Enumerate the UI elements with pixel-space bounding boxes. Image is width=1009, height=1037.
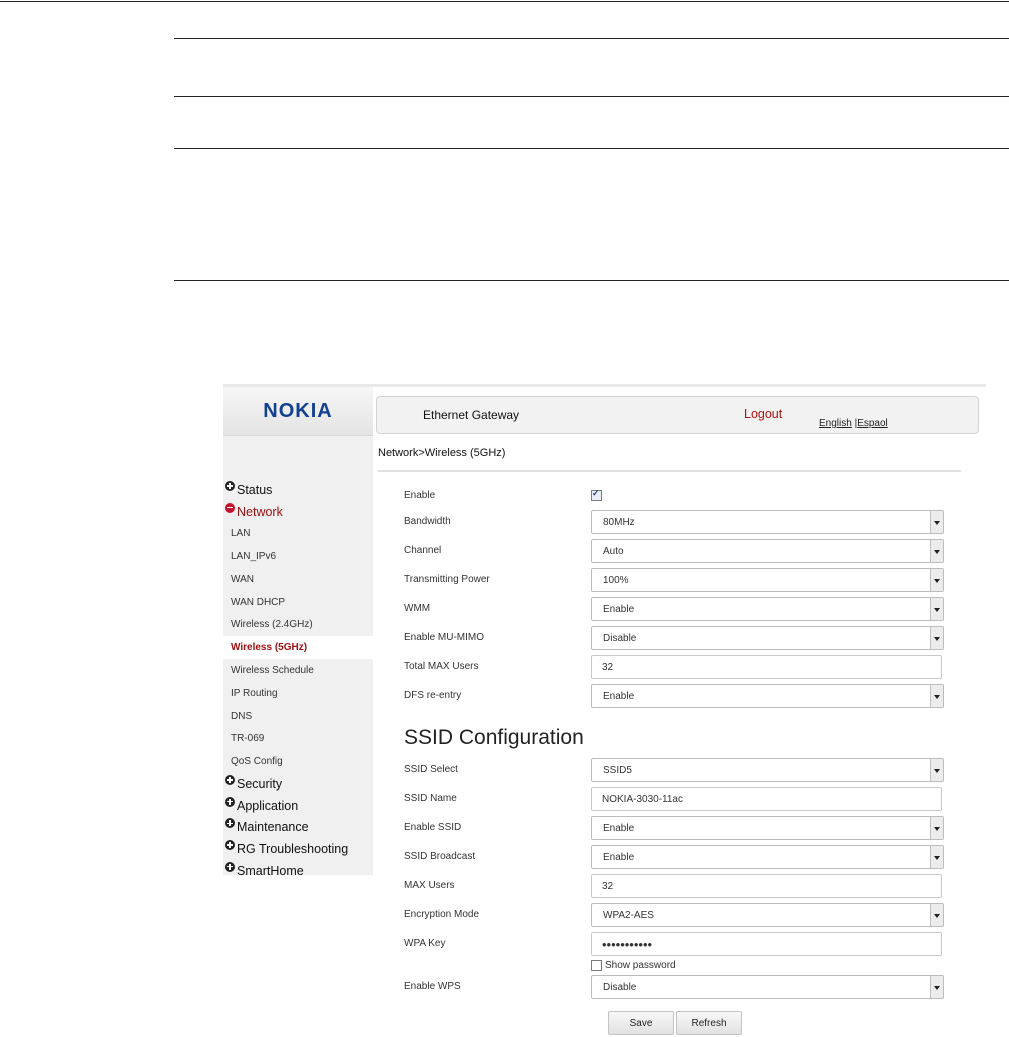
ssid-broadcast-label: SSID Broadcast (404, 851, 476, 862)
sidebar-item-label: Network (237, 504, 283, 519)
sidebar-subitem-dns[interactable]: DNS (231, 710, 253, 722)
encryption-label: Encryption Mode (404, 909, 480, 920)
max-users-row (404, 655, 944, 679)
wps-row (404, 975, 944, 999)
sidebar (223, 387, 373, 878)
save-button[interactable]: Save (608, 1011, 674, 1035)
ssid-max-users-label: MAX Users (404, 880, 455, 891)
minus-icon (225, 503, 235, 513)
plus-icon (225, 797, 235, 807)
max-users-input[interactable] (591, 655, 942, 679)
sidebar-item-smarthome[interactable] (223, 860, 373, 882)
table-rule-3 (174, 148, 1009, 149)
language-switch (819, 418, 888, 429)
show-password-label: Show password (605, 959, 676, 971)
sidebar-subitem-qos-config[interactable]: QoS Config (231, 756, 283, 768)
bandwidth-value: 80MHz (603, 517, 635, 528)
chevron-down-icon (930, 759, 943, 781)
sidebar-item-label: SmartHome (237, 863, 304, 878)
header-bar (376, 396, 979, 434)
header-title: Ethernet Gateway (423, 408, 520, 422)
chevron-down-icon (930, 540, 943, 562)
ssid-broadcast-value: Enable (603, 852, 635, 863)
enable-ssid-select[interactable] (591, 816, 944, 840)
enable-checkbox[interactable] (591, 490, 602, 501)
table-rule-1 (174, 38, 1009, 39)
sidebar-subitem-wireless-5ghz[interactable]: Wireless (5GHz) (223, 636, 373, 659)
plus-icon (225, 775, 235, 785)
top-rule (0, 1, 1009, 2)
power-select[interactable] (591, 568, 944, 592)
chevron-down-icon (930, 976, 943, 998)
plus-icon (225, 818, 235, 828)
bandwidth-select[interactable] (591, 510, 944, 534)
sidebar-item-status[interactable] (223, 479, 373, 501)
bandwidth-label: Bandwidth (404, 516, 451, 527)
enable-ssid-row (404, 816, 944, 840)
sidebar-subitem-wan[interactable]: WAN (231, 573, 254, 585)
chevron-down-icon (930, 685, 943, 707)
wps-value: Disable (603, 982, 637, 993)
wmm-label: WMM (404, 603, 431, 614)
show-password-toggle[interactable] (591, 958, 676, 972)
power-value: 100% (603, 575, 629, 586)
mumimo-label: Enable MU-MIMO (404, 632, 485, 643)
wmm-select[interactable] (591, 597, 944, 621)
enable-label: Enable (404, 490, 436, 501)
chevron-down-icon (930, 817, 943, 839)
sidebar-item-maintenance[interactable] (223, 817, 373, 839)
power-row (404, 568, 944, 592)
max-users-label: Total MAX Users (404, 661, 479, 672)
logout-link[interactable]: Logout (744, 407, 783, 421)
language-separator: | (854, 418, 858, 429)
dfs-label: DFS re-entry (404, 690, 462, 701)
wpa-key-row (404, 932, 944, 956)
dfs-select[interactable] (591, 684, 944, 708)
ssid-select-value: SSID5 (603, 765, 632, 776)
wmm-row (404, 597, 944, 621)
dfs-value: Enable (603, 691, 635, 702)
chevron-down-icon (930, 904, 943, 926)
sidebar-item-label: Maintenance (237, 820, 309, 835)
ssid-select-row (404, 758, 944, 782)
sidebar-subitem-wan-dhcp[interactable]: WAN DHCP (231, 596, 286, 608)
ssid-name-row (404, 787, 944, 811)
mumimo-value: Disable (603, 633, 637, 644)
mumimo-select[interactable] (591, 626, 944, 650)
chevron-down-icon (930, 627, 943, 649)
ssid-select-label: SSID Select (404, 764, 458, 775)
sidebar-subitem-lan[interactable]: LAN (231, 528, 251, 540)
nokia-logo: NOKIA (263, 399, 333, 422)
dfs-row (404, 684, 944, 708)
ssid-section-title: SSID Configuration (404, 726, 584, 749)
channel-select[interactable] (591, 539, 944, 563)
table-rule-2 (174, 96, 1009, 97)
sidebar-item-application[interactable] (223, 795, 373, 817)
encryption-value: WPA2-AES (603, 910, 654, 921)
bandwidth-row (404, 510, 944, 534)
sidebar-item-rg-troubleshooting[interactable] (223, 838, 373, 860)
wpa-key-input[interactable] (591, 932, 942, 956)
enable-ssid-label: Enable SSID (404, 822, 462, 833)
enable-row (404, 484, 944, 508)
sidebar-item-label: Status (237, 482, 273, 497)
sidebar-subitem-lan-ipv6[interactable]: LAN_IPv6 (231, 551, 277, 563)
ssid-max-users-row (404, 874, 944, 898)
plus-icon (225, 862, 235, 872)
channel-value: Auto (603, 546, 624, 557)
sidebar-item-network[interactable] (223, 501, 373, 523)
wps-select[interactable] (591, 975, 944, 999)
breadcrumb-divider (378, 470, 961, 472)
chevron-down-icon (930, 598, 943, 620)
plus-icon (225, 481, 235, 491)
sidebar-item-label: Security (237, 776, 283, 791)
channel-row (404, 539, 944, 563)
wps-label: Enable WPS (404, 981, 461, 992)
ssid-broadcast-row (404, 845, 944, 869)
sidebar-item-label: Application (237, 798, 299, 813)
sidebar-subitem-wireless-24ghz[interactable]: Wireless (2.4GHz) (231, 619, 313, 631)
chevron-down-icon (930, 511, 943, 533)
sidebar-subitem-ip-routing[interactable]: IP Routing (231, 687, 278, 699)
ssid-name-label: SSID Name (404, 793, 457, 804)
sidebar-item-label: RG Troubleshooting (237, 842, 349, 857)
table-rule-4 (174, 280, 1009, 281)
sidebar-item-security[interactable] (223, 773, 373, 795)
ssid-broadcast-select[interactable] (591, 845, 944, 869)
channel-label: Channel (404, 545, 442, 556)
logo-box (223, 387, 373, 436)
chevron-down-icon (930, 569, 943, 591)
plus-icon (225, 840, 235, 850)
chevron-down-icon (930, 846, 943, 868)
show-password-checkbox[interactable] (591, 960, 602, 971)
power-label: Transmitting Power (404, 574, 490, 585)
english-link[interactable]: English (819, 418, 852, 429)
sidebar-menu (223, 479, 373, 882)
mumimo-row (404, 626, 944, 650)
wmm-value: Enable (603, 604, 635, 615)
sidebar-subitem-tr069[interactable]: TR-069 (231, 733, 265, 745)
enable-ssid-value: Enable (603, 823, 635, 834)
ssid-max-users-input[interactable] (591, 874, 942, 898)
spanish-link[interactable]: Espaol (857, 418, 888, 429)
breadcrumb: Network>Wireless (5GHz) (378, 447, 506, 459)
refresh-button[interactable]: Refresh (676, 1011, 742, 1035)
ssid-select[interactable] (591, 758, 944, 782)
wpa-key-label: WPA Key (404, 938, 446, 949)
router-admin-screenshot (223, 384, 986, 1037)
encryption-row (404, 903, 944, 927)
sidebar-subitem-wireless-schedule[interactable]: Wireless Schedule (231, 665, 314, 677)
encryption-select[interactable] (591, 903, 944, 927)
ssid-name-input[interactable] (591, 787, 942, 811)
